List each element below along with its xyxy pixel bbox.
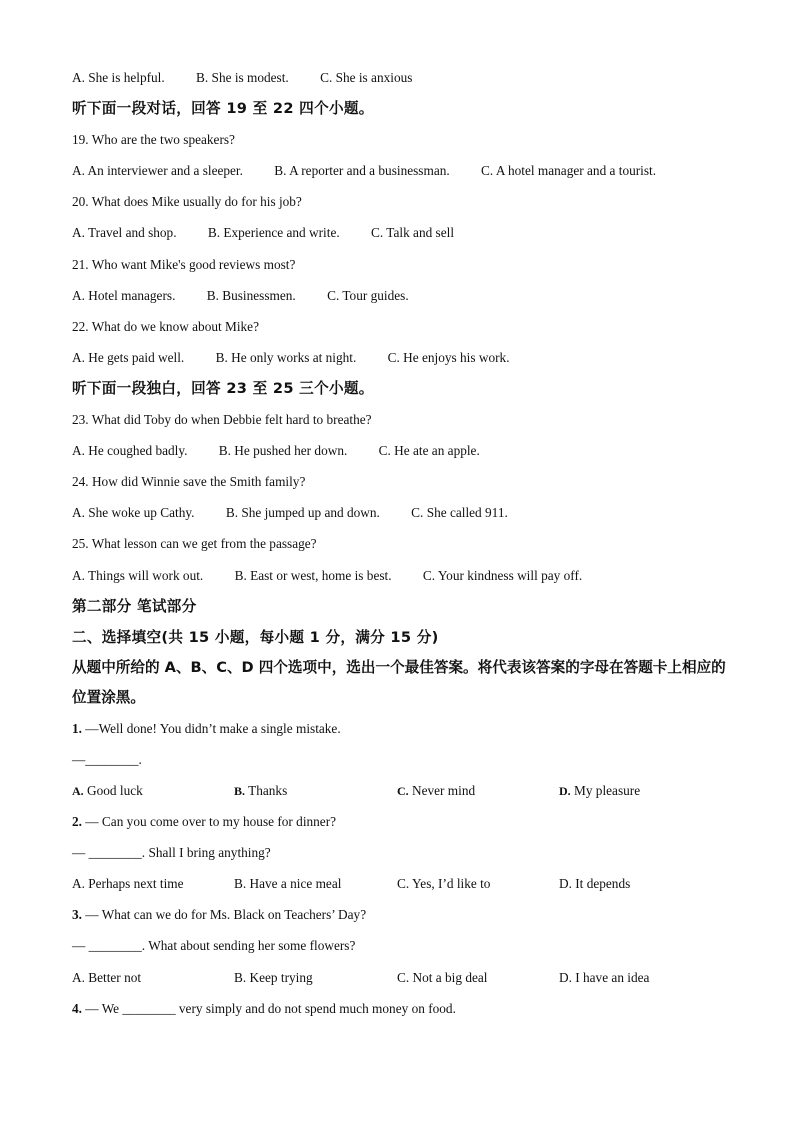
mc1-option-a[interactable]: A. Good luck [72,782,143,798]
q24-stem: 24. How did Winnie save the Smith family? [72,474,306,490]
section2-title: 二、选择填空(共 15 小题，每小题 1 分，满分 15 分) [72,628,439,646]
q25-option-b[interactable]: B. East or west, home is best. [234,567,392,583]
q21-option-a[interactable]: A. Hotel managers. [72,287,176,303]
q19-option-b[interactable]: B. A reporter and a businessman. [274,163,450,179]
mc3-options [72,962,732,993]
q19-options [72,155,732,186]
q25-option-c[interactable]: C. Your kindness will pay off. [422,567,583,583]
mc1-option-c[interactable]: C. Never mind [397,782,476,798]
q24-options [72,497,732,528]
section-19-22-heading: 听下面一段对话，回答 19 至 22 四个小题。 [72,100,374,118]
mc3-text: — What can we do for Ms. Black on Teachers’ Day? [81,907,367,923]
mc3-number: 3. [72,907,82,923]
q18-option-a[interactable]: A. She is helpful. [72,70,165,85]
q19-option-a[interactable]: A. An interviewer and a sleeper. [72,163,243,179]
mc4-number: 4. [72,1000,82,1016]
q21-option-c[interactable]: C. Tour guides. [327,287,409,303]
mc1-option-b[interactable]: B. Thanks [234,782,288,798]
section2-instruction: 从题中所给的 A、B、C、D 四个选项中，选出一个最佳答案。将代表该答案的字母在答题卡上相应的位置涂黑。 [72,658,726,706]
q23-option-b[interactable]: B. He pushed her down. [218,443,348,459]
mc2-option-d[interactable]: D. It depends [559,876,631,892]
mc2-number: 2. [72,814,82,830]
mc2-text: — Can you come over to my house for dinner? [81,814,337,830]
q23-option-a[interactable]: A. He coughed badly. [72,443,188,459]
q23-option-c[interactable]: C. He ate an apple. [378,443,480,459]
q18-options [72,62,732,93]
mc1-number: 1. [72,720,82,736]
q22-option-b[interactable]: B. He only works at night. [215,349,357,365]
q22-option-a[interactable]: A. He gets paid well. [72,349,185,365]
mc1-option-d[interactable]: D. My pleasure [559,782,641,798]
mc2-option-b[interactable]: B. Have a nice meal [234,876,342,892]
q23-options [72,435,732,466]
q22-options [72,342,732,373]
q21-stem: 21. Who want Mike's good reviews most? [72,256,296,272]
q20-option-b[interactable]: B. Experience and write. [207,225,340,241]
q24-option-c[interactable]: C. She called 911. [411,505,508,521]
q25-stem: 25. What lesson can we get from the passage? [72,536,317,552]
q20-option-c[interactable]: C. Talk and sell [371,225,455,241]
mc1-text: —Well done! You didn’t make a single mistake. [81,720,341,736]
q22-stem: 22. What do we know about Mike? [72,318,259,334]
q25-options [72,560,732,591]
q20-stem: 20. What does Mike usually do for his job? [72,194,302,210]
q19-option-c[interactable]: C. A hotel manager and a tourist. [481,163,657,179]
q20-option-a[interactable]: A. Travel and shop. [72,225,177,241]
mc1-line2: —________. [72,751,142,767]
mc3-option-c[interactable]: C. Not a big deal [397,969,488,985]
mc2-options [72,868,732,899]
mc4-line1 [72,993,732,1024]
q22-option-c[interactable]: C. He enjoys his work. [387,349,510,365]
mc1-line1 [72,713,732,744]
section-23-25-heading: 听下面一段独白，回答 23 至 25 三个小题。 [72,379,374,397]
mc3-option-d[interactable]: D. I have an idea [559,969,650,985]
q21-option-b[interactable]: B. Businessmen. [206,287,296,303]
mc2-line1 [72,806,732,837]
q24-option-b[interactable]: B. She jumped up and down. [225,505,380,521]
q18-option-c[interactable]: C. She is anxious [320,70,413,85]
q18-option-b[interactable]: B. She is modest. [196,70,289,85]
q19-stem: 19. Who are the two speakers? [72,132,235,148]
mc2-option-c[interactable]: C. Yes, I’d like to [397,876,491,892]
exam-page [72,62,732,1024]
q25-option-a[interactable]: A. Things will work out. [72,567,204,583]
mc3-line2: — ________. What about sending her some flowers? [72,938,356,954]
mc2-option-a[interactable]: A. Perhaps next time [72,876,184,892]
q21-options [72,280,732,311]
mc3-line1 [72,899,732,930]
mc3-option-a[interactable]: A. Better not [72,969,142,985]
mc4-text: — We ________ very simply and do not spend much money on food. [81,1000,456,1016]
q24-option-a[interactable]: A. She woke up Cathy. [72,505,195,521]
mc1-options [72,775,732,806]
q20-options [72,217,732,248]
q23-stem: 23. What did Toby do when Debbie felt hard to breathe? [72,412,372,428]
part2-title: 第二部分 笔试部分 [72,597,197,615]
mc2-line2: — ________. Shall I bring anything? [72,845,271,861]
mc3-option-b[interactable]: B. Keep trying [234,969,313,985]
